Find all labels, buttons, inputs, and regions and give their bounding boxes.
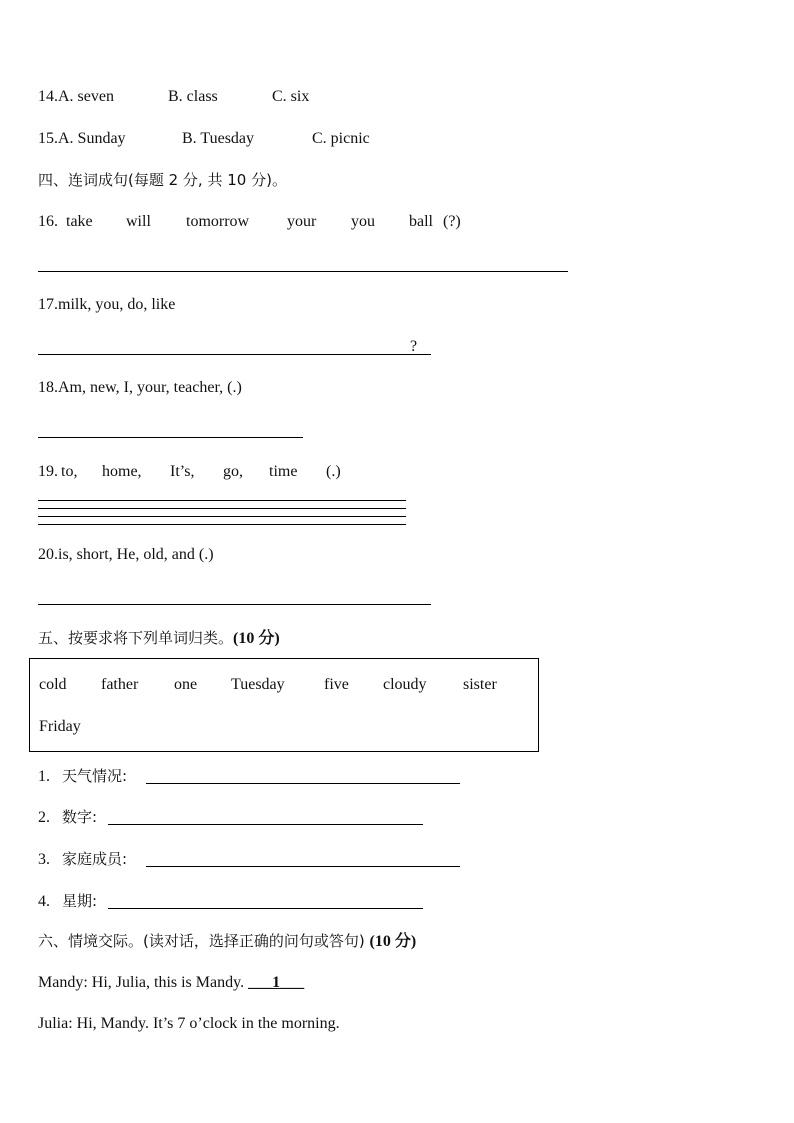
option-c: C. six xyxy=(272,88,310,105)
dialog-text: Julia: Hi, Mandy. It’s 7 o’clock in the morning. xyxy=(38,1015,340,1032)
category-row xyxy=(38,765,127,786)
category-row xyxy=(38,890,97,911)
option-c: C. picnic xyxy=(312,130,370,147)
question-17: 17.milk, you, do, like xyxy=(38,296,176,313)
word: It’s, xyxy=(170,463,195,480)
section-title: 六、情境交际。(读对话，选择正确的问句或答句) xyxy=(38,932,365,950)
writing-line xyxy=(38,524,406,525)
word: you xyxy=(351,213,375,230)
box-word: Tuesday xyxy=(231,676,285,693)
category-label: 星期: xyxy=(62,892,98,910)
box-word: cloudy xyxy=(383,676,427,693)
category-number: 3. xyxy=(38,851,50,868)
answer-line xyxy=(38,271,568,272)
question-20: 20.is, short, He, old, and (.) xyxy=(38,546,214,563)
word: tomorrow xyxy=(186,213,250,230)
word: ball xyxy=(409,213,433,230)
category-number: 1. xyxy=(38,768,50,785)
question-18: 18.Am, new, I, your, teacher, (.) xyxy=(38,379,242,396)
option-a: A. Sunday xyxy=(58,130,126,147)
writing-line xyxy=(38,516,406,517)
box-word: father xyxy=(101,676,139,693)
answer-blank: ___1___ xyxy=(248,974,305,991)
question-number: 16. xyxy=(38,213,58,230)
word: home, xyxy=(102,463,142,480)
answer-line xyxy=(38,437,303,438)
word: will xyxy=(126,213,151,230)
answer-line xyxy=(108,824,423,825)
section-6-heading xyxy=(38,931,416,952)
question-number: 15. xyxy=(38,130,58,147)
question-number: 14. xyxy=(38,88,58,105)
writing-line xyxy=(38,500,406,501)
dialog-text: Mandy: Hi, Julia, this is Mandy. xyxy=(38,974,249,991)
category-row xyxy=(38,806,97,827)
section-title: 五、按要求将下列单词归类。 xyxy=(38,629,234,647)
word: take xyxy=(66,213,93,230)
question-16 xyxy=(38,212,461,232)
word: your xyxy=(287,213,317,230)
question-19 xyxy=(38,462,341,482)
answer-line xyxy=(146,866,460,867)
option-b: B. Tuesday xyxy=(182,130,255,147)
box-word: cold xyxy=(39,676,67,693)
question-mark: ? xyxy=(410,338,418,355)
category-label: 天气情况: xyxy=(62,767,128,785)
answer-line xyxy=(38,604,431,605)
category-row xyxy=(38,848,127,869)
category-label: 家庭成员: xyxy=(62,850,128,868)
word-box xyxy=(29,658,539,752)
question-15 xyxy=(38,129,370,149)
section-points: (10 分) xyxy=(369,933,417,950)
writing-line xyxy=(38,508,406,509)
word: (?) xyxy=(443,213,461,230)
word: time xyxy=(269,463,298,480)
section-4-heading: 四、连词成句(每题 2 分, 共 10 分)。 xyxy=(38,171,287,189)
answer-line xyxy=(38,354,431,355)
category-number: 4. xyxy=(38,893,50,910)
box-word: one xyxy=(174,676,198,693)
dialog-line xyxy=(38,973,304,993)
answer-line xyxy=(146,783,460,784)
word: to, xyxy=(61,463,78,480)
box-word: Friday xyxy=(39,718,81,735)
option-a: A. seven xyxy=(58,88,114,105)
dialog-line xyxy=(38,1014,340,1034)
word: (.) xyxy=(326,463,341,480)
category-label: 数字: xyxy=(62,808,98,826)
option-b: B. class xyxy=(168,88,218,105)
section-points: (10 分) xyxy=(233,630,280,647)
box-word: five xyxy=(324,676,349,693)
section-5-heading xyxy=(38,628,280,649)
category-number: 2. xyxy=(38,809,50,826)
answer-line xyxy=(108,908,423,909)
box-word: sister xyxy=(463,676,497,693)
question-number: 19. xyxy=(38,463,58,480)
question-14 xyxy=(38,87,309,107)
word: go, xyxy=(223,463,243,480)
